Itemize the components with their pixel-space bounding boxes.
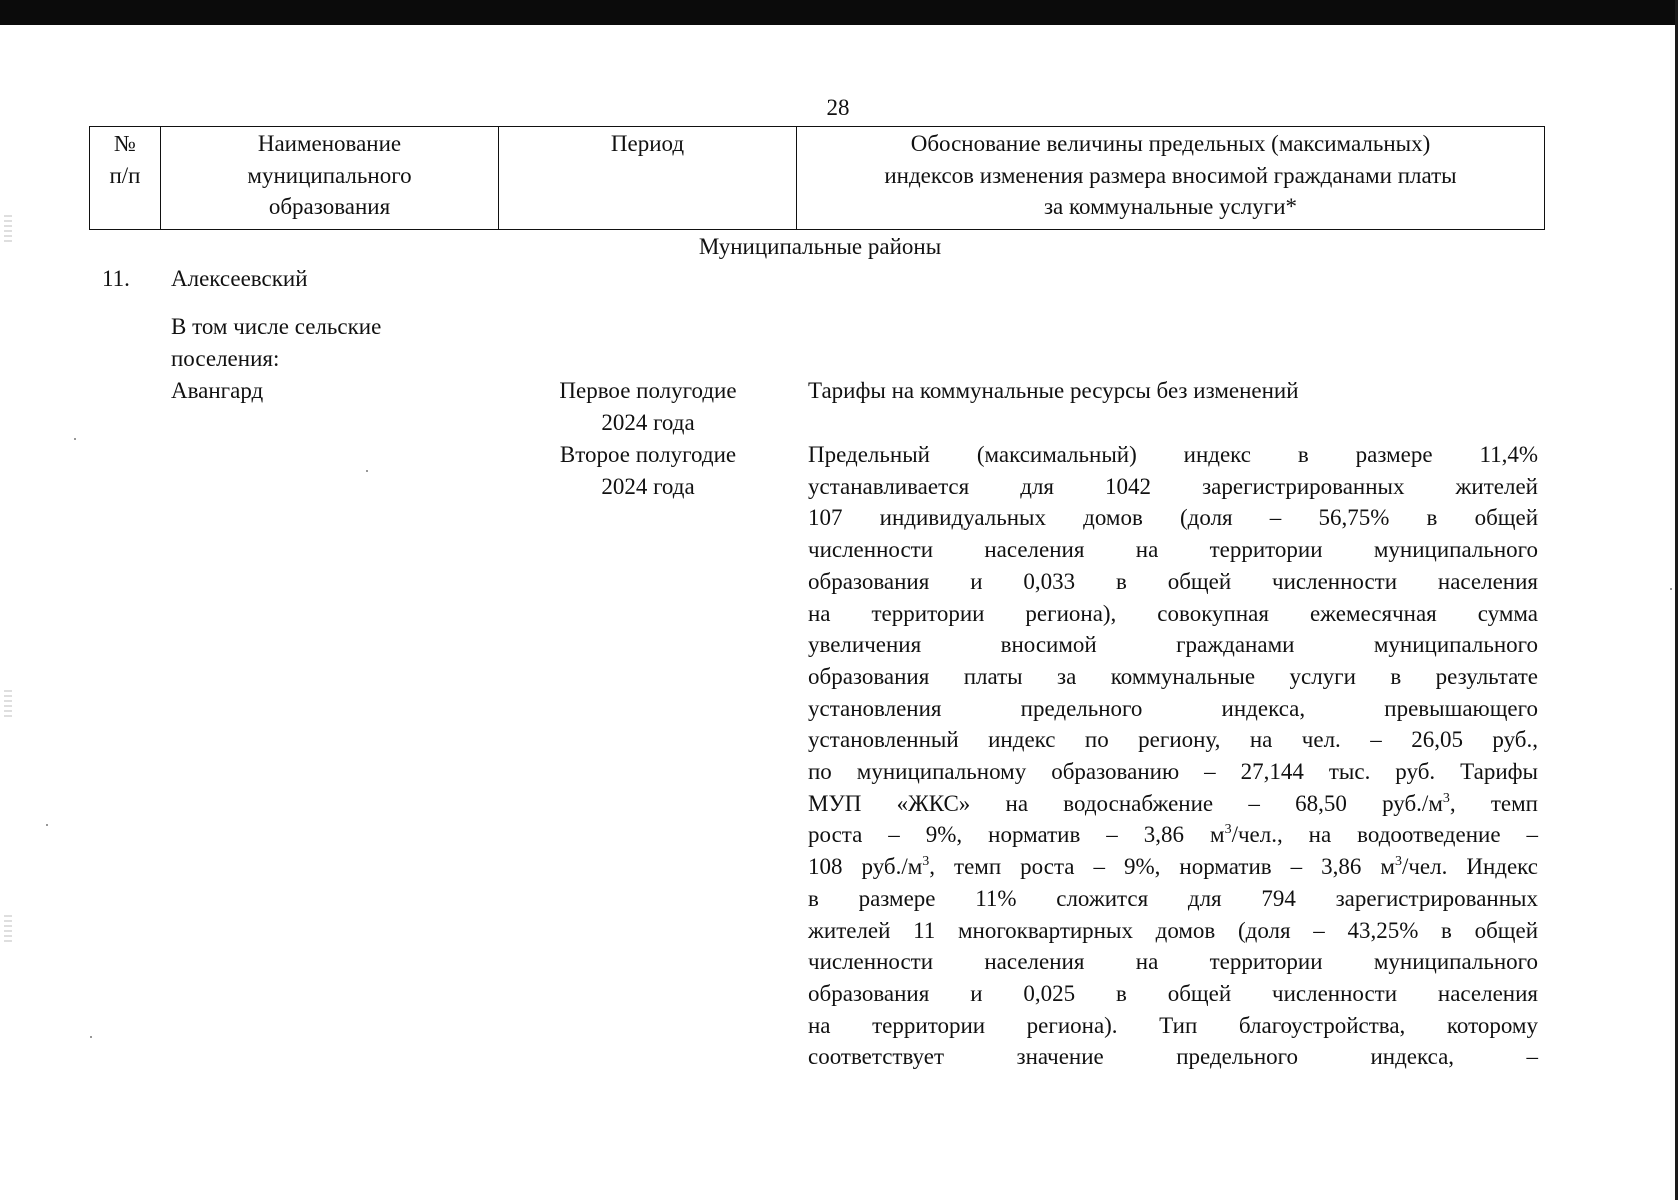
section-title: Муниципальные районы [698, 234, 942, 259]
justification-line: установления предельного индекса, превышающего [808, 695, 1538, 721]
scan-speck [1670, 588, 1672, 590]
justification-line: численности населения на территории муниципального [808, 537, 1538, 563]
header-number-line-1: № [114, 131, 136, 156]
justification-line: в размере 11% сложится для 794 зарегистрированных [808, 885, 1538, 911]
including-label [171, 311, 471, 374]
scan-top-border [0, 0, 1678, 25]
header-justification-line-2: индексов изменения размера вносимой гражданами платы [884, 162, 1457, 188]
scan-artifact [4, 690, 12, 720]
justification-line: на территории региона), совокупная ежемесячная сумма [808, 600, 1538, 626]
scan-speck [90, 1036, 92, 1038]
header-justification [797, 127, 1545, 230]
justification-line: образования и 0,033 в общей численности населения [808, 568, 1538, 594]
municipality-name: Алексеевский [171, 266, 308, 291]
scan-artifact [4, 915, 12, 945]
scan-speck [366, 470, 368, 472]
period-second-half-line-2: 2024 года [601, 473, 695, 499]
justification-line: МУП «ЖКС» на водоснабжение – 68,50 $руб./м^3$, темп [808, 790, 1538, 816]
including-label-line-2: поселения: [171, 345, 280, 371]
row-number: 11. [102, 266, 130, 291]
justification-line: 108 $руб./м^3$, темп роста – 9%, норматив – 3,86 $м^3$/чел. Индекс [808, 854, 1538, 880]
period-first-half [523, 375, 773, 438]
page-number: 28 [826, 95, 850, 120]
justification-line: образования платы за коммунальные услуги в результате [808, 663, 1538, 689]
justification-line: Предельный (максимальный) индекс в размере 11,4% [808, 442, 1538, 467]
header-justification-line-1: Обоснование величины предельных (максимальных) [910, 131, 1431, 156]
justification-line: жителей 11 многоквартирных домов (доля – 43,25% в общей [808, 917, 1538, 943]
scan-speck [74, 438, 76, 440]
header-name-line-2: муниципального [247, 162, 412, 188]
scan-speck [46, 824, 48, 826]
period-first-half-line-1: Первое полугодие [559, 378, 737, 403]
including-label-line-1: В том числе сельские [171, 314, 382, 339]
justification-line: по муниципальному образованию – 27,144 тыс. руб. Тарифы [808, 759, 1538, 785]
justification-line: 107 индивидуальных домов (доля – 56,75% в общей [808, 505, 1538, 531]
justification-first-half: Тарифы на коммунальные ресурсы без изменений [808, 378, 1299, 403]
justification-second-half [808, 439, 1538, 1073]
table-header [89, 126, 1545, 230]
justification-line: увеличения вносимой гражданами муниципального [808, 632, 1538, 658]
period-first-half-line-2: 2024 года [601, 409, 695, 435]
header-justification-line-3: за коммунальные услуги* [1043, 194, 1298, 220]
justification-line: устанавливается для 1042 зарегистрированных жителей [808, 473, 1538, 499]
header-number [90, 127, 161, 230]
period-second-half-line-1: Второе полугодие [559, 442, 737, 467]
header-number-line-2: п/п [109, 162, 141, 188]
scan-artifact [4, 215, 12, 245]
justification-line: на территории региона). Тип благоустройства, которому [808, 1012, 1538, 1038]
justification-line: роста – 9%, норматив – 3,86 $м^3$/чел., на водоотведение – [808, 822, 1538, 848]
header-name-line-3: образования [268, 194, 391, 220]
header-name [161, 127, 499, 230]
justification-line: соответствует значение предельного индекса, – [808, 1044, 1538, 1070]
header-period: Период [499, 127, 797, 230]
settlement-name: Авангард [171, 378, 264, 403]
header-name-line-1: Наименование [257, 131, 402, 156]
period-second-half [523, 439, 773, 502]
justification-line: численности населения на территории муниципального [808, 949, 1538, 975]
justification-line: установленный индекс по региону, на чел. – 26,05 руб., [808, 727, 1538, 753]
justification-line: образования и 0,025 в общей численности населения [808, 980, 1538, 1006]
